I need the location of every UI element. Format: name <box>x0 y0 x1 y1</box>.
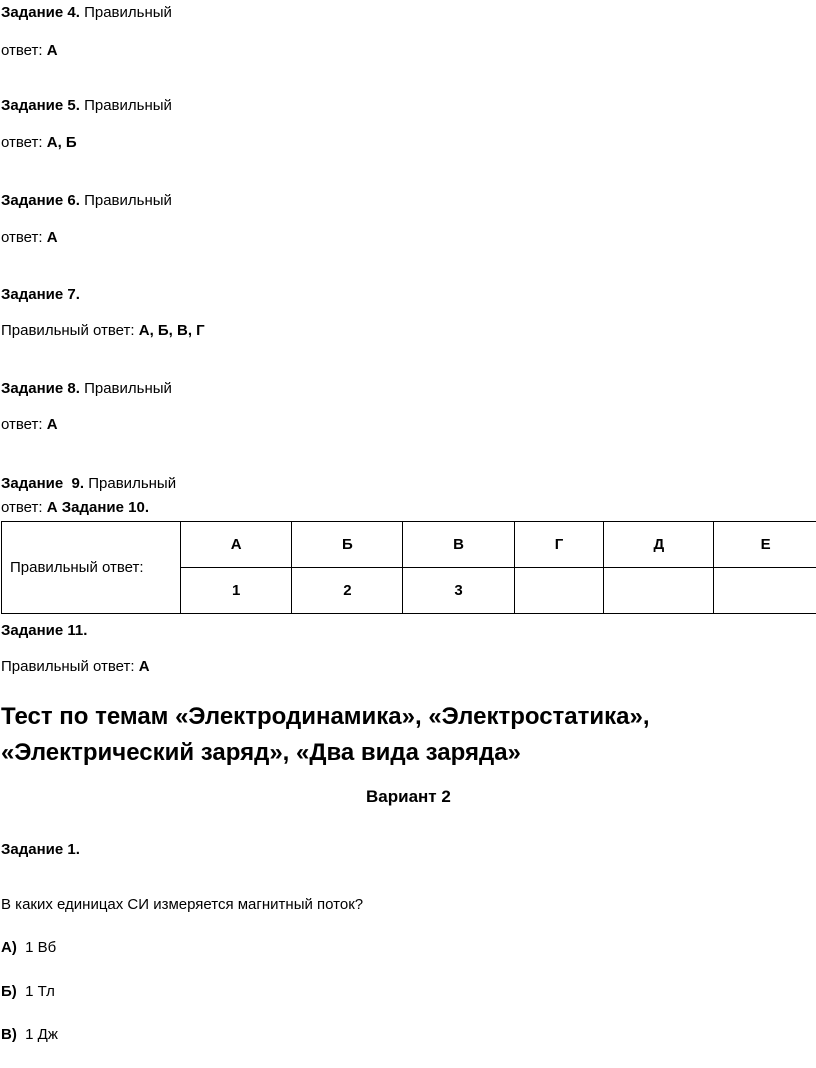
task-5-answer: ответ: А, Б <box>1 134 77 151</box>
table-value-cell: 3 <box>403 568 514 614</box>
table-header-cell: Д <box>604 522 714 568</box>
task-7-answer: Правильный ответ: А, Б, В, Г <box>1 322 205 339</box>
task-6-answer: ответ: А <box>1 229 58 246</box>
task-1-heading: Задание 1. <box>1 841 80 858</box>
task-7-heading: Задание 7. <box>1 286 80 303</box>
task-4-heading: Задание 4. Правильный <box>1 4 172 21</box>
task-10-answer-table <box>1 521 816 614</box>
task-8-answer: ответ: А <box>1 416 58 433</box>
task-9-heading: Задание 9. Правильный <box>1 475 177 492</box>
option-a: А) 1 Вб <box>1 939 57 956</box>
table-header-cell: А <box>181 522 292 568</box>
table-value-cell <box>514 568 604 614</box>
test-title-line-2: «Электрический заряд», «Два вида заряда» <box>1 739 521 766</box>
task-10-heading: Задание 10. <box>61 499 150 516</box>
table-header-cell: В <box>403 522 514 568</box>
test-title-line-1: Тест по темам «Электродинамика», «Электростатика», <box>1 703 650 730</box>
task-11-heading: Задание 11. <box>1 622 88 639</box>
variant-heading: Вариант 2 <box>366 787 451 806</box>
task-6-heading: Задание 6. Правильный <box>1 192 172 209</box>
table-value-cell: 1 <box>181 568 292 614</box>
table-header-cell: Г <box>514 522 604 568</box>
table-value-cell: 2 <box>292 568 403 614</box>
task-4-answer: ответ: А <box>1 42 58 59</box>
table-value-cell <box>714 568 816 614</box>
question-text: В каких единицах СИ измеряется магнитный поток? <box>1 896 364 913</box>
table-header-cell: Б <box>292 522 403 568</box>
table-value-cell <box>604 568 714 614</box>
option-b: Б) 1 Тл <box>1 983 55 1000</box>
table-label: Правильный ответ: <box>2 522 181 614</box>
task-8-heading: Задание 8. Правильный <box>1 380 172 397</box>
option-c: В) 1 Дж <box>1 1026 58 1043</box>
table-header-cell: Е <box>714 522 816 568</box>
task-11-answer: Правильный ответ: А <box>1 658 150 675</box>
task-9-answer: ответ: А Задание 10. <box>1 499 150 516</box>
task-5-heading: Задание 5. Правильный <box>1 97 172 114</box>
